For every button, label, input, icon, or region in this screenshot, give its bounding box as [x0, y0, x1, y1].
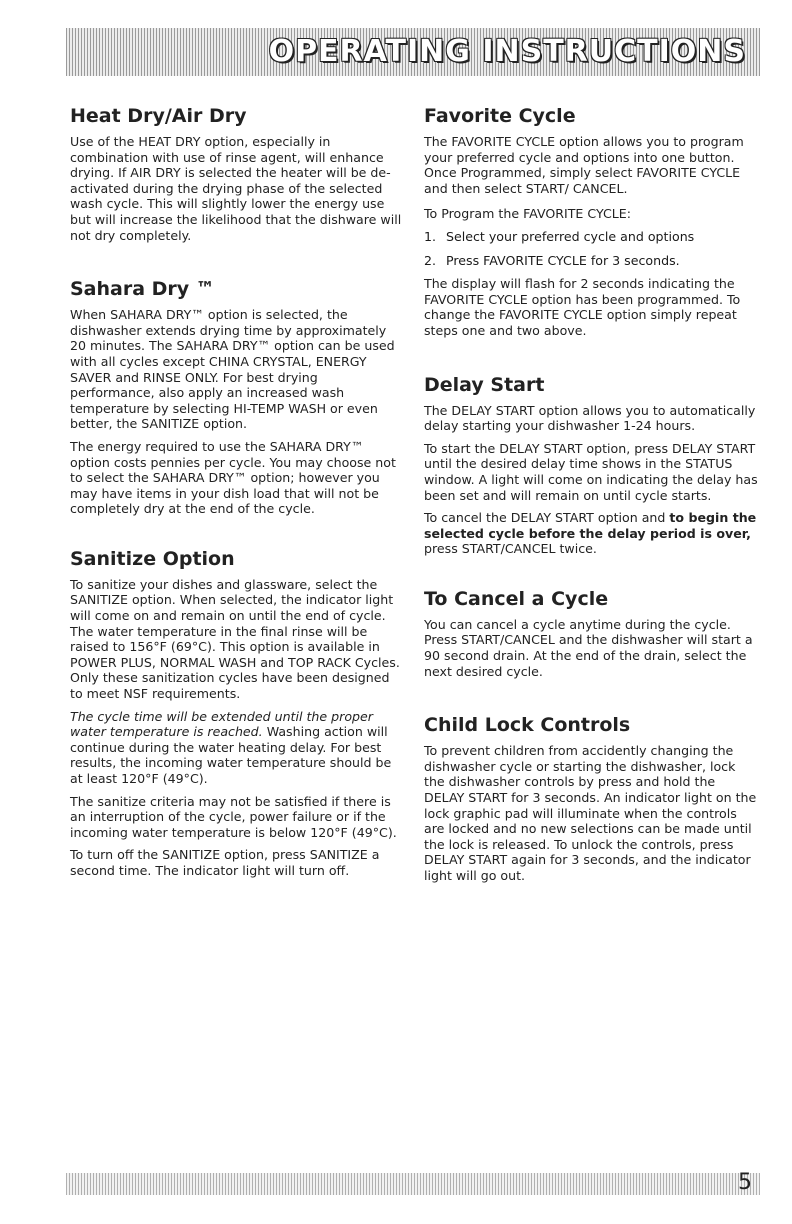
- favorite-cycle-heading: Favorite Cycle: [424, 105, 576, 127]
- section-delay-start: [424, 373, 758, 557]
- page-title: OPERATING INSTRUCTIONS: [268, 34, 746, 69]
- step-text: Press FAVORITE CYCLE for 3 seconds.: [446, 252, 680, 268]
- step-number: 1.: [424, 228, 437, 244]
- delay-start-paragraph-3: [424, 510, 758, 557]
- section-child-lock: [424, 713, 758, 883]
- section-cancel-cycle: [424, 587, 758, 679]
- sanitize-paragraph-2: [70, 709, 406, 787]
- sahara-dry-heading: Sahara Dry ™: [70, 278, 215, 301]
- sanitize-italic-note: The cycle time will be extended until the proper water temperature is reached.: [70, 708, 373, 740]
- child-lock-heading: Child Lock Controls: [424, 714, 631, 737]
- sahara-dry-paragraph-1: When SAHARA DRY™ option is selected, the dishwasher extends drying time by approximately 20 minutes. The SAHARA DRY™ option can be used with all cycles except CHINA CRYSTAL, ENERGY SAVER and RINSE ONLY. For best drying performance, also apply an increased wash temperature by selecting HI-TEMP WASH or even better, the SANITIZE option.: [70, 307, 395, 432]
- cancel-cycle-paragraph: You can cancel a cycle anytime during the cycle. Press START/CANCEL and the dishwasher will start a 90 second drain. At the end of the drain, select the next desired cycle.: [424, 616, 753, 679]
- header-banner: [66, 28, 760, 76]
- left-column: [70, 104, 406, 907]
- page-number: 5: [738, 1170, 752, 1195]
- sanitize-heading: Sanitize Option: [70, 547, 235, 570]
- delay-start-paragraph-1: The DELAY START option allows you to automatically delay starting your dishwasher 1-24 hours.: [424, 402, 756, 434]
- list-item: [424, 253, 758, 269]
- delay-start-paragraph-2: To start the DELAY START option, press DELAY START until the desired delay time shows in the STATUS window. A light will come on indicating the delay has been set and will remain on until cycle starts.: [424, 440, 758, 503]
- footer-bar: [66, 1170, 760, 1195]
- section-sanitize: [70, 547, 406, 879]
- sanitize-paragraph-4: To turn off the SANITIZE option, press SANITIZE a second time. The indicator light will turn off.: [70, 847, 380, 878]
- step-number: 2.: [424, 252, 437, 268]
- sanitize-paragraph-3: The sanitize criteria may not be satisfied if there is an interruption of the cycle, power failure or if the incoming water temperature is below 120°F (49°C).: [70, 793, 397, 840]
- sanitize-paragraph-1: To sanitize your dishes and glassware, select the SANITIZE option. When selected, the indicator light will come on and remain on until the end of cycle. The water temperature in the final rinse will be raised to 156°F (69°C). This option is available in POWER PLUS, NORMAL WASH and TOP RACK Cycles. Only these sanitization cycles have been designed to meet NSF requirements.: [70, 576, 400, 702]
- sanitize-paragraph-2-rest: Washing action will continue during the water heating delay. For best results, the incoming water temperature should be at least 120°F (49°C).: [70, 724, 392, 786]
- delay-start-cancel-text: To cancel the DELAY START option and: [424, 510, 670, 526]
- favorite-cycle-steps: [424, 229, 758, 268]
- section-heat-dry: [70, 104, 406, 243]
- delay-start-heading: Delay Start: [424, 373, 545, 396]
- sahara-dry-paragraph-2: The energy required to use the SAHARA DRY™ option costs pennies per cycle. You may choose not to select the SAHARA DRY™ option; however you may have items in your dish load that will not be completely dry at the end of the cycle.: [70, 438, 396, 517]
- list-item: [424, 229, 758, 245]
- step-text: Select your preferred cycle and options: [446, 228, 695, 244]
- favorite-cycle-paragraph-1: The FAVORITE CYCLE option allows you to program your preferred cycle and options into one button. Once Programmed, simply select FAVORITE CYCLE and then select START/ CANCEL.: [424, 134, 744, 196]
- delay-start-cancel-end: press START/CANCEL twice.: [424, 541, 597, 557]
- child-lock-paragraph: To prevent children from accidently changing the dishwasher cycle or starting the dishwasher, lock the dishwasher controls by press and hold the DELAY START for 3 seconds. An indicator light on the lock graphic pad will illuminate when the controls are locked and no new selections can be made until the lock is released. To unlock the controls, press DELAY START again for 3 seconds, and the indicator light will go out.: [424, 743, 757, 883]
- favorite-cycle-paragraph-3: The display will flash for 2 seconds indicating the FAVORITE CYCLE option has been programmed. To change the FAVORITE CYCLE option simply repeat steps one and two above.: [424, 276, 741, 338]
- heat-dry-paragraph: Use of the HEAT DRY option, especially in combination with use of rinse agent, will enhance drying. If AIR DRY is selected the heater will be de-activated during the drying phase of the selected wash cycle. This will slightly lower the energy use but will increase the likelihood that the dishware will not dry completely.: [70, 134, 402, 243]
- section-favorite-cycle: [424, 104, 758, 339]
- delay-start-bold-text: to begin the selected cycle before the delay period is over,: [424, 510, 757, 541]
- section-sahara-dry: [70, 277, 406, 517]
- favorite-cycle-paragraph-2: To Program the FAVORITE CYCLE:: [424, 206, 631, 222]
- right-column: [424, 104, 758, 912]
- cancel-cycle-heading: To Cancel a Cycle: [424, 587, 609, 610]
- heat-dry-heading: Heat Dry/Air Dry: [70, 105, 247, 127]
